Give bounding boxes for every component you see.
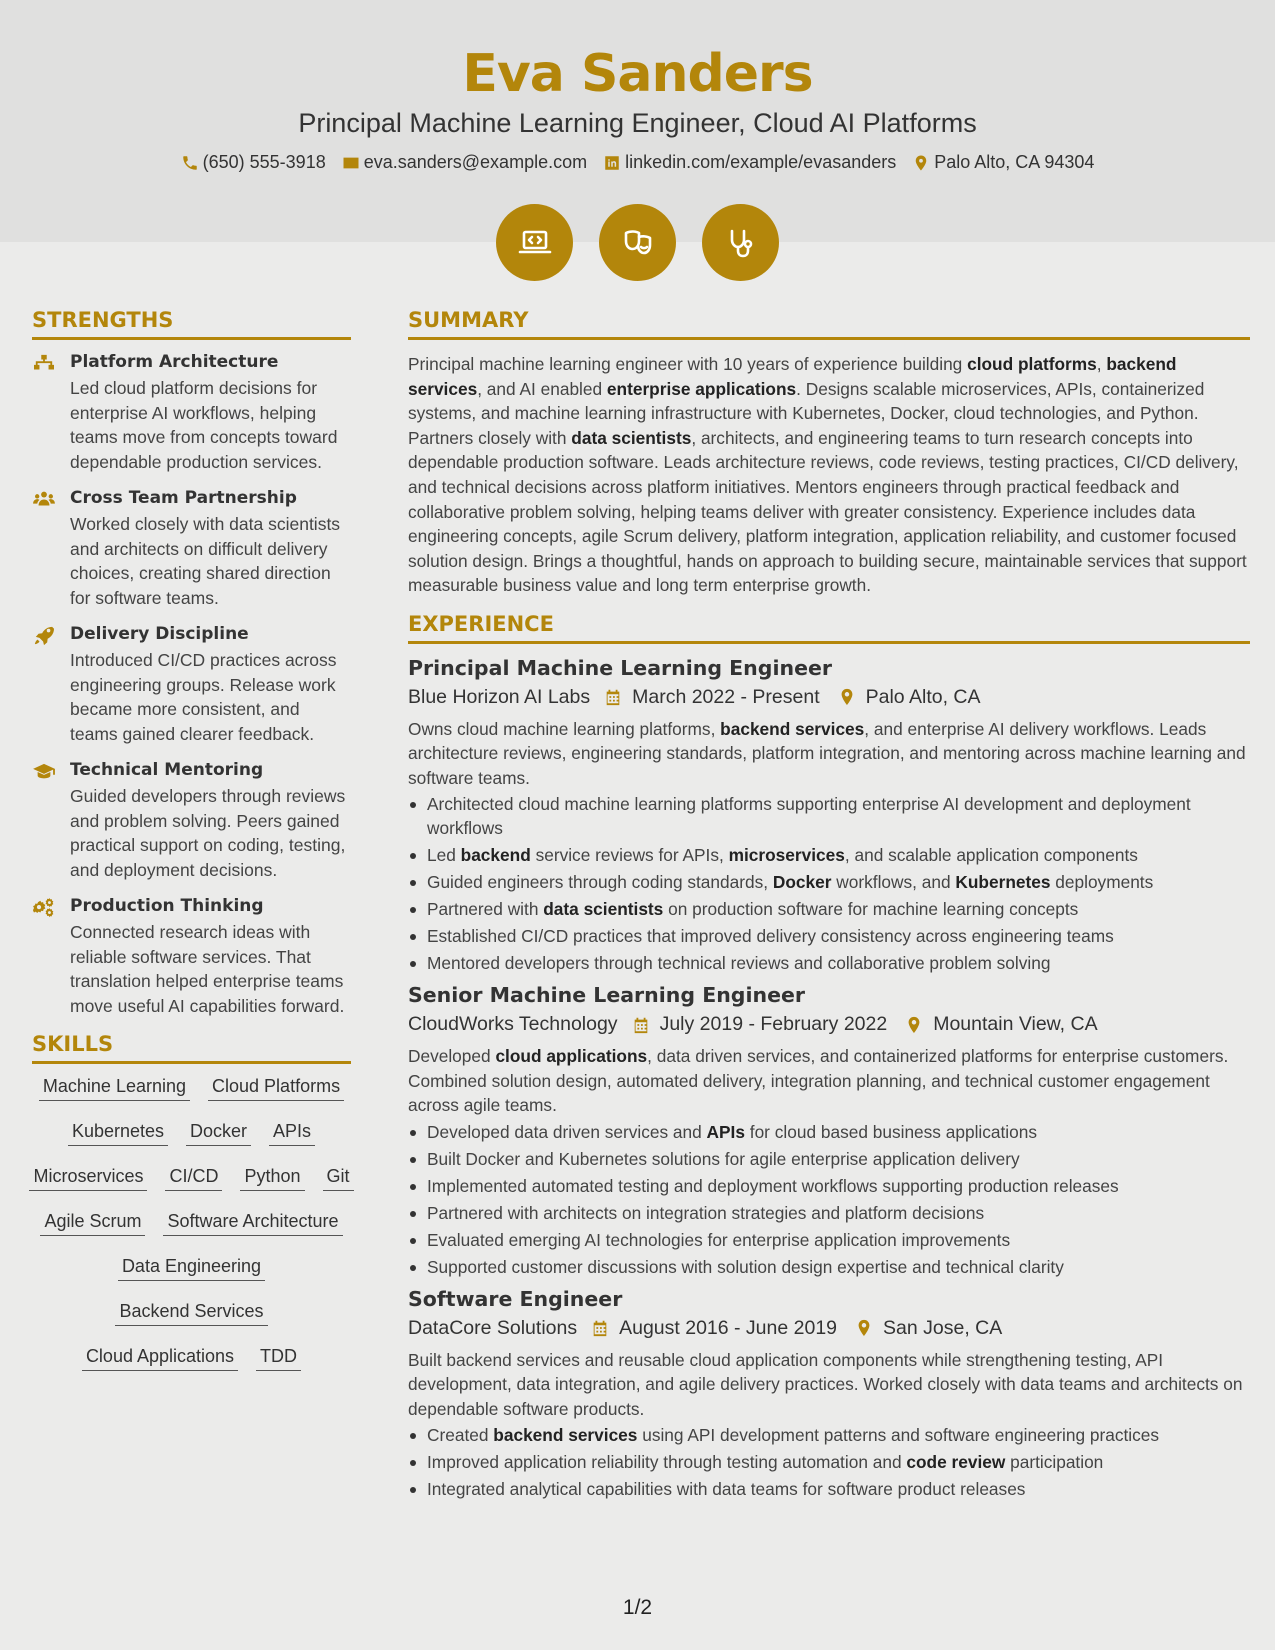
job-bullets bbox=[408, 1120, 1250, 1279]
job-dates: July 2019 - February 2022 bbox=[659, 1013, 888, 1036]
contact-linkedin[interactable] bbox=[603, 152, 896, 173]
strengths-list bbox=[32, 352, 351, 1018]
bold-text: backend bbox=[460, 845, 531, 866]
bold-text: backend services bbox=[720, 718, 865, 739]
text-run: Principal machine learning engineer with 10 years of experience building bbox=[408, 354, 968, 374]
strength-desc: Worked closely with data scientists and architects on difficult delivery choices, creating shared direction for software teams. bbox=[70, 514, 341, 608]
calendar-icon bbox=[632, 1015, 650, 1035]
envelope-icon bbox=[342, 154, 360, 172]
job-bullet bbox=[408, 1450, 1250, 1474]
text-run: service reviews for APIs, bbox=[530, 845, 729, 866]
sitemap-icon bbox=[32, 354, 56, 374]
skill-tag: Data Engineering bbox=[118, 1256, 265, 1281]
job-bullet bbox=[408, 897, 1250, 921]
job-description bbox=[408, 1348, 1250, 1422]
job-dates: August 2016 - June 2019 bbox=[619, 1316, 838, 1339]
bold-text: enterprise applications bbox=[606, 378, 797, 399]
skill-tag: Python bbox=[240, 1166, 304, 1191]
job-bullet bbox=[408, 1228, 1250, 1252]
strength-desc: Guided developers through reviews and problem solving. Peers gained practical support on coding, testing, and deployment decisions. bbox=[70, 786, 346, 880]
bold-text: Kubernetes bbox=[955, 872, 1051, 893]
text-run: Created bbox=[427, 1425, 494, 1446]
text-run: Improved application reliability through testing automation and bbox=[427, 1452, 907, 1473]
job-dates: March 2022 - Present bbox=[632, 685, 820, 708]
skills-list bbox=[32, 1076, 351, 1391]
job-bullets bbox=[408, 792, 1250, 975]
theater-masks-circle bbox=[599, 204, 676, 281]
skill-tag: Git bbox=[323, 1166, 354, 1191]
skill-tag: Machine Learning bbox=[39, 1076, 190, 1101]
skill-tag: APIs bbox=[269, 1121, 315, 1146]
contact-email[interactable] bbox=[342, 152, 587, 173]
text-run: Guided engineers through coding standards, bbox=[427, 872, 773, 893]
text-run: Built backend services and reusable cloud application components while strengthening testing, API development, data integration, and agile delivery practices. Worked closely with data teams and architects on dependable software products. bbox=[408, 1349, 1243, 1419]
candidate-name: Eva Sanders bbox=[462, 44, 813, 104]
laptop-code-circle bbox=[496, 204, 573, 281]
job-location: Mountain View, CA bbox=[933, 1013, 1098, 1036]
contact-phone[interactable] bbox=[181, 152, 326, 173]
skill-tag: Agile Scrum bbox=[40, 1211, 145, 1236]
text-run: , data driven services, and containerized platforms for enterprise customers. Combined solution design, automated delivery, integration planning, and technical customer engagement across agile teams. bbox=[408, 1046, 1229, 1116]
job-title: Software Engineer bbox=[408, 1286, 623, 1311]
skill-tag: Cloud Platforms bbox=[208, 1076, 344, 1101]
skill-tag: CI/CD bbox=[165, 1166, 222, 1191]
text-run: Integrated analytical capabilities with data teams for software product releases bbox=[427, 1479, 1026, 1500]
text-run: Partnered with architects on integration strategies and platform decisions bbox=[427, 1202, 985, 1223]
contact-location bbox=[912, 152, 1094, 173]
text-run: Led bbox=[427, 845, 461, 866]
job-location: Palo Alto, CA bbox=[865, 685, 981, 708]
bold-text: backend services bbox=[408, 354, 1177, 399]
job-bullet bbox=[408, 951, 1250, 975]
bold-text: code review bbox=[906, 1452, 1006, 1473]
text-run: Developed bbox=[408, 1046, 496, 1067]
skills-row bbox=[32, 1166, 351, 1211]
strength-item bbox=[32, 488, 351, 610]
resume-header bbox=[0, 0, 1275, 242]
text-run: , and scalable application components bbox=[844, 845, 1138, 866]
cogs-icon bbox=[32, 898, 56, 918]
text-run: workflows, and bbox=[831, 872, 956, 893]
text-run: , and enterprise AI delivery workflows. Leads architecture reviews, engineering standards, platform integration, and mentoring across machine learning and software teams. bbox=[408, 718, 1246, 788]
job-company: Blue Horizon AI Labs bbox=[408, 685, 591, 708]
calendar-icon bbox=[604, 687, 622, 707]
skills-row bbox=[32, 1346, 351, 1391]
strength-title: Technical Mentoring bbox=[70, 760, 264, 780]
summary-text bbox=[408, 352, 1250, 598]
text-run: , architects, and engineering teams to turn research concepts into dependable production software. Leads architecture reviews, code reviews, testing practices, CI/CD delivery, and technical decisions across platform initiatives. Mentors engineers through practical feedback and collaborative problem solving, helping teams deliver with greater consistency. Experience includes data engineering concepts, agile Scrum delivery, platform integration, application reliability, and customer focused solution design. Brings a thoughtful, hands on approach to building secure, maintainable services that support measurable business value and long term enterprise growth. bbox=[408, 427, 1247, 596]
map-marker-icon bbox=[855, 1318, 873, 1338]
text-run: on production software for machine learning concepts bbox=[663, 899, 1079, 920]
skill-tag: Cloud Applications bbox=[82, 1346, 238, 1371]
job-title: Senior Machine Learning Engineer bbox=[408, 983, 806, 1008]
strength-body bbox=[70, 896, 351, 1018]
strength-desc: Led cloud platform decisions for enterprise AI workflows, helping teams move from concepts toward dependable production services. bbox=[70, 378, 338, 472]
strength-icon-wrap bbox=[32, 896, 70, 1018]
skill-tag: Kubernetes bbox=[68, 1121, 168, 1146]
strength-title: Production Thinking bbox=[70, 896, 264, 916]
linkedin-text: linkedin.com/example/evasanders bbox=[625, 152, 897, 172]
stethoscope-icon bbox=[721, 223, 761, 263]
bold-text: data scientists bbox=[543, 899, 664, 920]
phone-icon bbox=[181, 154, 199, 172]
text-run: Supported customer discussions with solution design expertise and technical clarity bbox=[427, 1256, 1064, 1277]
skill-tag: Software Architecture bbox=[163, 1211, 342, 1236]
text-run: using API development patterns and software engineering practices bbox=[637, 1425, 1160, 1446]
text-run: Architected cloud machine learning platforms supporting enterprise AI development and deployment workflows bbox=[427, 794, 1191, 839]
job-title: Principal Machine Learning Engineer bbox=[408, 655, 832, 680]
job-company: DataCore Solutions bbox=[408, 1316, 578, 1339]
linkedin-icon bbox=[603, 154, 621, 172]
strength-icon-wrap bbox=[32, 760, 70, 882]
experience-list bbox=[408, 656, 1250, 1502]
map-marker-icon bbox=[912, 154, 930, 172]
contact-bar bbox=[0, 152, 1275, 173]
bold-text: Docker bbox=[772, 872, 832, 893]
skills-heading: SKILLS bbox=[32, 1032, 351, 1064]
strength-body bbox=[70, 352, 351, 474]
strength-desc: Introduced CI/CD practices across engineering groups. Release work became more consistent, and teams gained clearer feedback. bbox=[70, 650, 337, 744]
text-run: Owns cloud machine learning platforms, bbox=[408, 718, 721, 739]
stethoscope-circle bbox=[702, 204, 779, 281]
skills-row bbox=[32, 1076, 351, 1121]
job-company: CloudWorks Technology bbox=[408, 1013, 618, 1036]
email-text: eva.sanders@example.com bbox=[363, 152, 588, 172]
text-run: participation bbox=[1005, 1452, 1104, 1473]
location-text: Palo Alto, CA 94304 bbox=[934, 152, 1095, 172]
strength-body bbox=[70, 488, 351, 610]
job-description bbox=[408, 717, 1250, 791]
job-meta bbox=[408, 686, 1250, 709]
job-meta bbox=[408, 1013, 1250, 1036]
summary-heading: SUMMARY bbox=[408, 308, 1250, 340]
skill-tag: Docker bbox=[186, 1121, 251, 1146]
bold-text: APIs bbox=[706, 1121, 745, 1142]
text-run: Implemented automated testing and deployment workflows supporting production releases bbox=[427, 1175, 1119, 1196]
calendar-icon bbox=[591, 1318, 609, 1338]
strength-title: Delivery Discipline bbox=[70, 624, 249, 644]
text-run: Built Docker and Kubernetes solutions for agile enterprise application delivery bbox=[427, 1148, 1020, 1169]
job-entry bbox=[408, 983, 1250, 1279]
bold-text: microservices bbox=[728, 845, 845, 866]
job-bullet bbox=[408, 1423, 1250, 1447]
job-bullet bbox=[408, 1201, 1250, 1225]
job-meta bbox=[408, 1317, 1250, 1340]
skill-tag: TDD bbox=[256, 1346, 301, 1371]
strength-body bbox=[70, 760, 351, 882]
page-number: 1/2 bbox=[622, 1596, 653, 1619]
left-column bbox=[32, 308, 351, 1391]
text-run: Established CI/CD practices that improved delivery consistency across engineering teams bbox=[427, 926, 1114, 947]
text-run: deployments bbox=[1050, 872, 1154, 893]
text-run: for cloud based business applications bbox=[744, 1121, 1038, 1142]
strength-desc: Connected research ideas with reliable software services. That translation helped enterprise teams move useful AI capabilities forward. bbox=[70, 922, 345, 1016]
strength-item bbox=[32, 352, 351, 474]
interest-icons bbox=[0, 204, 1275, 281]
job-bullet bbox=[408, 1477, 1250, 1501]
skill-tag: Backend Services bbox=[115, 1301, 267, 1326]
strength-item bbox=[32, 896, 351, 1018]
job-bullet bbox=[408, 792, 1250, 840]
job-bullet bbox=[408, 924, 1250, 948]
bold-text: cloud platforms bbox=[967, 354, 1097, 374]
strengths-heading: STRENGTHS bbox=[32, 308, 351, 340]
text-run: . Designs scalable microservices, APIs, containerized systems, and machine learning infrastructure with Kubernetes, Docker, cloud technologies, and Python. Partners closely with bbox=[408, 378, 1205, 448]
job-bullet bbox=[408, 843, 1250, 867]
job-bullet bbox=[408, 1147, 1250, 1171]
skills-row bbox=[32, 1301, 351, 1346]
bold-text: backend services bbox=[493, 1425, 638, 1446]
strength-icon-wrap bbox=[32, 624, 70, 746]
skills-row bbox=[32, 1121, 351, 1166]
text-run: Evaluated emerging AI technologies for enterprise application improvements bbox=[427, 1229, 1011, 1250]
strength-item bbox=[32, 760, 351, 882]
text-run: , and AI enabled bbox=[477, 378, 607, 399]
skill-tag: Microservices bbox=[29, 1166, 147, 1191]
text-run: Partnered with bbox=[427, 899, 544, 920]
strength-title: Cross Team Partnership bbox=[70, 488, 297, 508]
skills-row bbox=[32, 1256, 351, 1301]
theater-masks-icon bbox=[618, 223, 658, 263]
graduation-cap-icon bbox=[32, 762, 56, 782]
laptop-code-icon bbox=[515, 223, 555, 263]
strength-title: Platform Architecture bbox=[70, 352, 279, 372]
job-bullet bbox=[408, 1255, 1250, 1279]
strength-item bbox=[32, 624, 351, 746]
right-column bbox=[408, 308, 1250, 1509]
candidate-title: Principal Machine Learning Engineer, Cloud AI Platforms bbox=[298, 108, 977, 138]
map-marker-icon bbox=[838, 687, 856, 707]
text-run: Developed data driven services and bbox=[427, 1121, 707, 1142]
strength-icon-wrap bbox=[32, 488, 70, 610]
job-location: San Jose, CA bbox=[883, 1316, 1003, 1339]
rocket-icon bbox=[32, 626, 56, 646]
bold-text: cloud applications bbox=[495, 1046, 648, 1067]
job-description bbox=[408, 1044, 1250, 1118]
text-run: , bbox=[1096, 354, 1107, 374]
job-entry bbox=[408, 1287, 1250, 1502]
skills-row bbox=[32, 1211, 351, 1256]
bold-text: data scientists bbox=[571, 427, 692, 448]
text-run: Mentored developers through technical reviews and collaborative problem solving bbox=[427, 953, 1051, 974]
strength-icon-wrap bbox=[32, 352, 70, 474]
job-bullet bbox=[408, 870, 1250, 894]
users-icon bbox=[32, 490, 56, 510]
job-bullets bbox=[408, 1423, 1250, 1501]
map-marker-icon bbox=[905, 1015, 923, 1035]
experience-heading: EXPERIENCE bbox=[408, 612, 1250, 644]
job-entry bbox=[408, 656, 1250, 976]
job-bullet bbox=[408, 1120, 1250, 1144]
job-bullet bbox=[408, 1174, 1250, 1198]
phone-text: (650) 555-3918 bbox=[202, 152, 326, 172]
strength-body bbox=[70, 624, 351, 746]
